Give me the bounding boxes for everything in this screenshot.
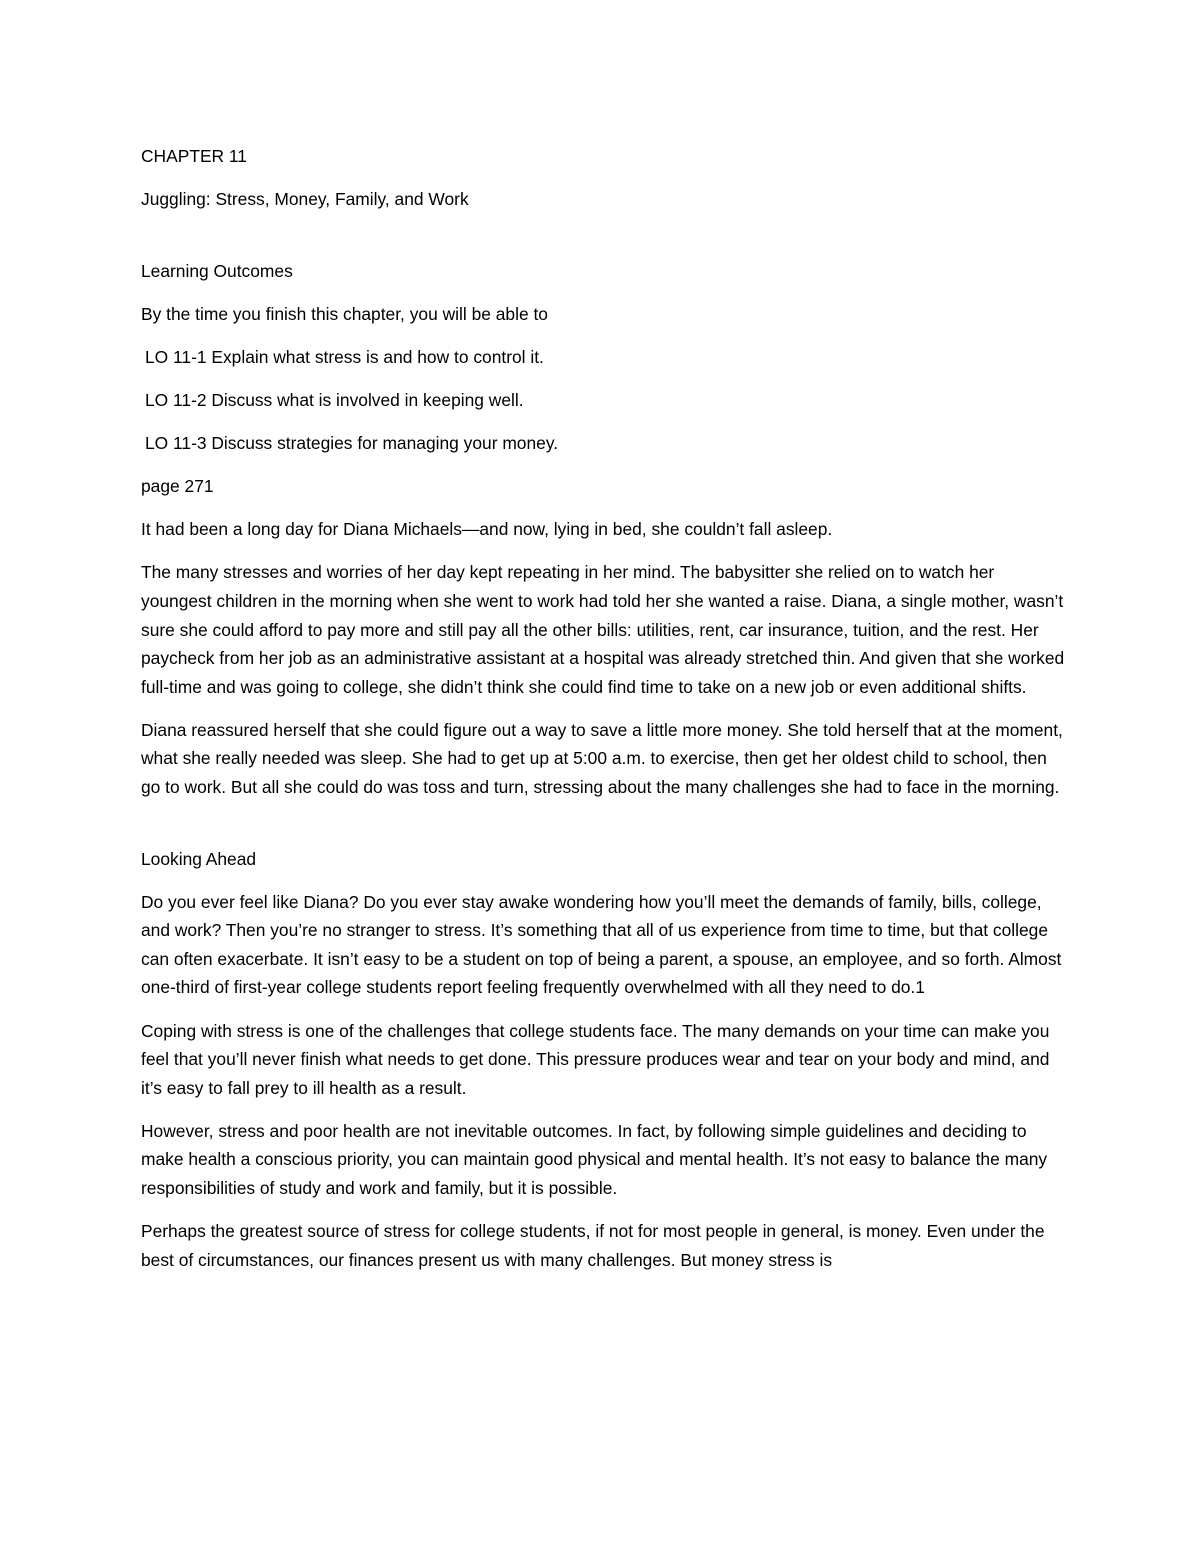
- chapter-label: CHAPTER 11: [141, 146, 247, 166]
- looking-ahead-paragraph: Coping with stress is one of the challenges that college students face. The many demands on your time can make you feel that you’ll never finish what needs to get done. This pressure produces wear and tear on your body and mind, and it’s easy to fall prey to ill health as a result.: [141, 1020, 1050, 1098]
- learning-outcome-item: LO 11-2 Discuss what is involved in keeping well.: [145, 389, 524, 410]
- learning-outcomes-intro: By the time you finish this chapter, you will be able to: [141, 303, 548, 324]
- looking-ahead-paragraph: Perhaps the greatest source of stress for college students, if not for most people in general, is money. Even under the best of circumstances, our finances present us with many challenges. But money stress is: [141, 1221, 1045, 1270]
- story-paragraph: The many stresses and worries of her day kept repeating in her mind. The babysitter she relied on to watch her youngest children in the morning when she went to work had told her she wanted a raise. Diana, a single mother, wasn’t sure she could afford to pay more and still pay all the other bills: utilities, rent, car insurance, tuition, and the rest. Her paycheck from her job as an administrative assistant at a hospital was already stretched thin. And given that she worked full-time and was going to college, she didn’t think she could find time to take on a new job or even additional shifts.: [141, 562, 1065, 697]
- looking-ahead-paragraph: However, stress and poor health are not inevitable outcomes. In fact, by following simple guidelines and deciding to make health a conscious priority, you can maintain good physical and mental health. It’s not easy to balance the many responsibilities of study and work and family, but it is possible.: [141, 1120, 1048, 1199]
- story-paragraph: Diana reassured herself that she could figure out a way to save a little more money. She told herself that at the moment, what she really needed was sleep. She had to get up at 5:00 a.m. to exercise, then get her oldest child to school, then go to work. But all she could do was toss and turn, stressing about the many challenges she had to face in the morning.: [141, 719, 1063, 797]
- story-paragraph: It had been a long day for Diana Michaels—and now, lying in bed, she couldn’t fall asleep.: [141, 519, 833, 540]
- looking-ahead-heading: Looking Ahead: [141, 848, 257, 869]
- learning-outcome-item: LO 11-3 Discuss strategies for managing your money.: [145, 433, 559, 454]
- document-body: [141, 142, 1066, 1289]
- chapter-title: Juggling: Stress, Money, Family, and Work: [141, 189, 469, 210]
- looking-ahead-paragraph: Do you ever feel like Diana? Do you ever stay awake wondering how you’ll meet the demands of family, bills, college, and work? Then you’re no stranger to stress. It’s something that all of us experience from time to time, but that college can often exacerbate. It isn’t easy to be a student on top of being a parent, a spouse, an employee, and so forth. Almost one-third of first-year college students report feeling frequently overwhelmed with all they need to do.1: [141, 891, 1062, 998]
- page-number: page 271: [141, 476, 214, 497]
- learning-outcomes-heading: Learning Outcomes: [141, 260, 293, 281]
- learning-outcome-item: LO 11-1 Explain what stress is and how to control it.: [145, 346, 544, 367]
